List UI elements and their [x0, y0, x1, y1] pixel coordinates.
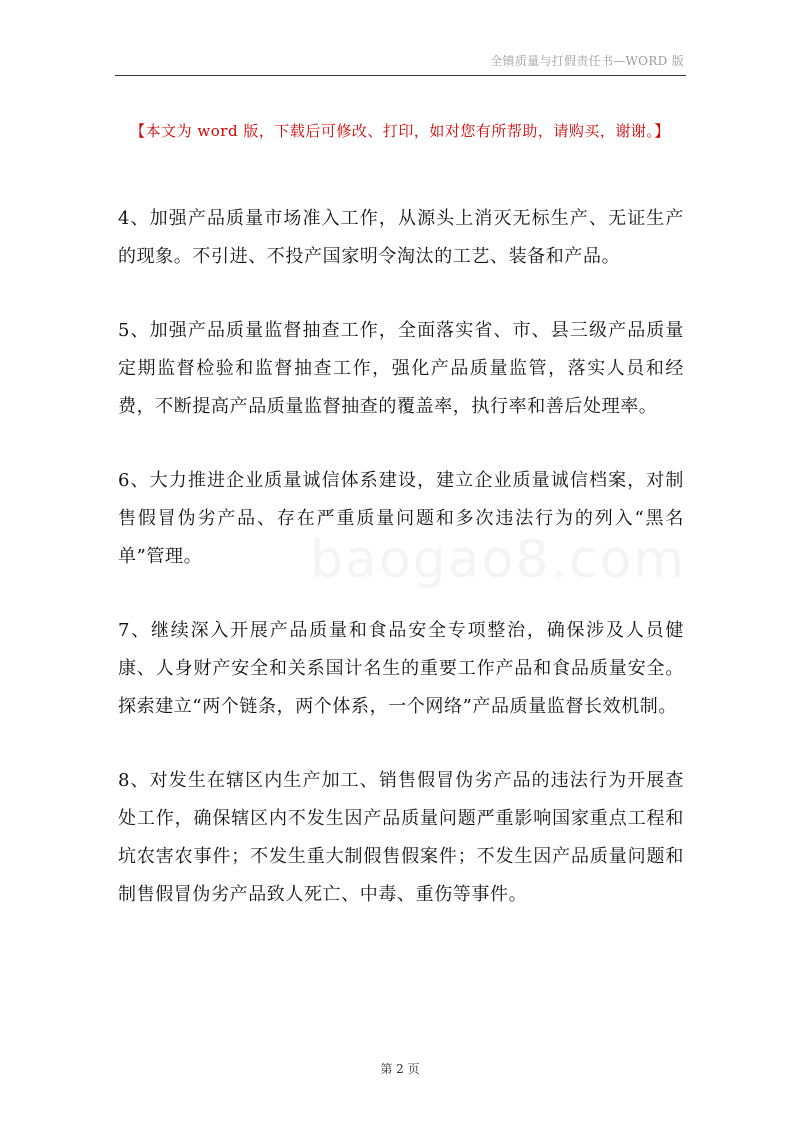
paragraph-item-5: 5、加强产品质量监督抽查工作，全面落实省、市、县三级产品质量定期监督检验和监督抽查工作，强化产品质量监管，落实人员和经费，不断提高产品质量监督抽查的覆盖率，执行率和善后处理率。 [118, 320, 684, 417]
paragraph-item-7: 7、继续深入开展产品质量和食品安全专项整治，确保涉及人员健康、人身财产安全和关系国计名生的重要工作产品和食品质量安全。探索建立“两个链条，两个体系，一个网络”产品质量监督长效机制。 [118, 620, 684, 717]
download-notice: 【本文为 word 版，下载后可修改、打印，如对您有所帮助，请购买，谢谢。】 [130, 122, 670, 140]
document-body [118, 200, 687, 950]
paragraph-item-4: 4、加强产品质量市场准入工作，从源头上消灭无标生产、无证生产的现象。不引进、不投产国家明令淘汰的工艺、装备和产品。 [118, 208, 684, 267]
running-header: 全镇质量与打假责任书—WORD 版 [490, 54, 684, 68]
paragraph-item-6: 6、大力推进企业质量诚信体系建设，建立企业质量诚信档案，对制售假冒伪劣产品、存在严重质量问题和多次违法行为的列入“黑名单”管理。 [118, 470, 684, 567]
page-number: 第 2 页 [380, 1062, 420, 1076]
header-divider [115, 75, 686, 76]
paragraph-item-8: 8、对发生在辖区内生产加工、销售假冒伪劣产品的违法行为开展查处工作，确保辖区内不发生因产品质量问题严重影响国家重点工程和坑农害农事件；不发生重大制假售假案件；不发生因产品质量问题和制售假冒伪劣产品致人死亡、中毒、重伤等事件。 [118, 770, 684, 905]
watermark-text: baogao8.com [310, 530, 687, 590]
